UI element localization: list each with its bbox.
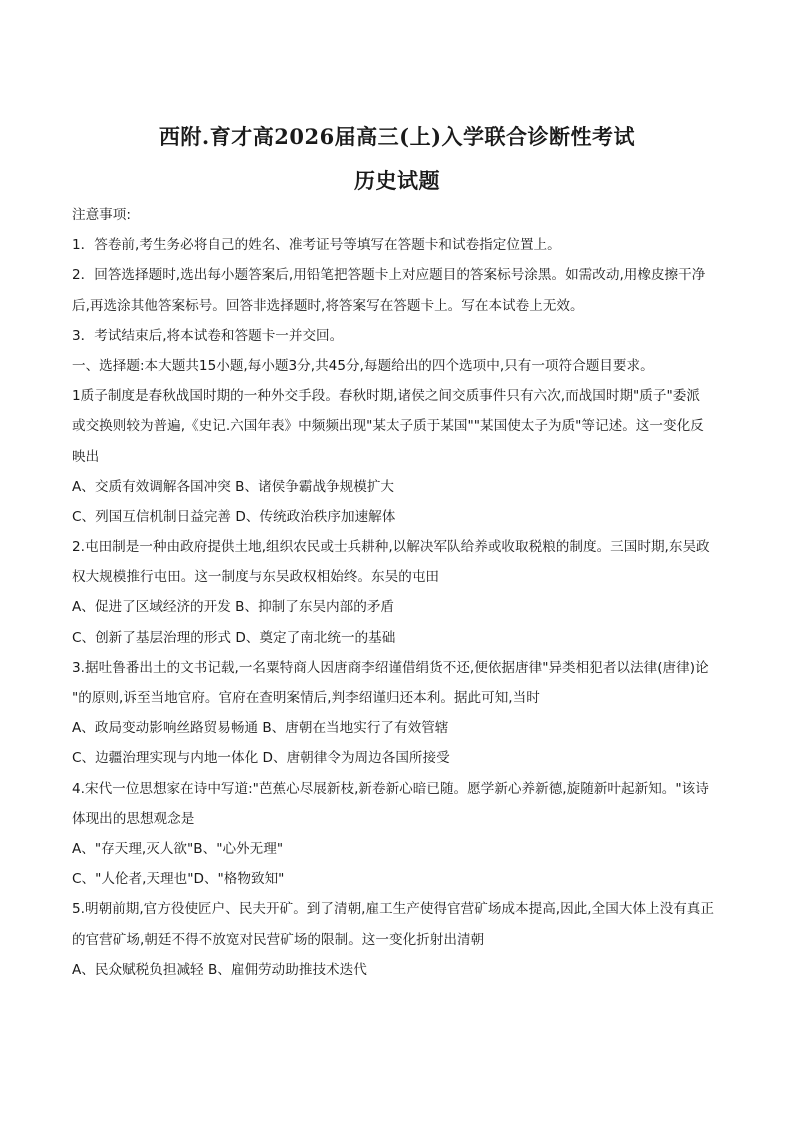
question-text: 3.据吐鲁番出土的文书记载,一名粟特商人因唐商李绍谨借绢货不还,便依据唐律"异类相犯者以法律(唐律)论: [72, 659, 709, 676]
answer-options: C、创新了基层治理的形式 D、奠定了南北统一的基础: [72, 629, 396, 646]
answer-options: A、交质有效调解各国冲突 B、诸侯争霸战争规模扩大: [72, 478, 395, 495]
notice-item: 1．答卷前,考生务必将自己的姓名、准考证号等填写在答题卡和试卷指定位置上。: [72, 237, 561, 254]
answer-options: A、促进了区域经济的开发 B、抑制了东吴内部的矛盾: [72, 599, 395, 616]
question-text: 2.屯田制是一种由政府提供土地,组织农民或士兵耕种,以解决军队给养或收取税粮的制度。三国时期,东吴政: [72, 539, 710, 556]
answer-options: C、列国互信机制日益完善 D、传统政治秩序加速解体: [72, 508, 396, 525]
answer-options: C、边疆治理实现与内地一体化 D、唐朝律令为周边各国所接受: [72, 750, 450, 767]
question-text: 权大规模推行屯田。这一制度与东吴政权相始终。东吴的屯田: [72, 569, 440, 586]
question-text: 5.明朝前期,官方役使匠户、民夫开矿。到了清朝,雇工生产使得官营矿场成本提高,因此,全国大体上没有真正: [72, 901, 714, 918]
question-text: 或交换则较为普遍,《史记.六国年表》中频频出现"某太子质于某国""某国使太子为质"等记述。这一变化反: [72, 418, 704, 435]
question-text: 体现出的思想观念是: [72, 810, 195, 827]
question-text: "的原则,诉至当地官府。官府在查明案情后,判李绍谨归还本利。据此可知,当时: [72, 690, 540, 706]
notice-item: 3．考试结束后,将本试卷和答题卡一并交回。: [72, 327, 344, 344]
notice-item-continued: 后,再选涂其他答案标号。回答非选择题时,将答案写在答题卡上。写在本试卷上无效。: [72, 297, 584, 314]
exam-body: [72, 206, 722, 991]
answer-options: A、民众赋税负担减轻 B、雇佣劳动助推技术迭代: [72, 961, 367, 978]
notice-heading: 注意事项:: [72, 207, 131, 223]
exam-title: 西附.育才高2026届高三(上)入学联合诊断性考试: [158, 124, 636, 149]
question-text: 1质子制度是春秋战国时期的一种外交手段。春秋时期,诸侯之间交质事件只有六次,而战国时期"质子"委派: [72, 388, 700, 405]
exam-subtitle: 历史试题: [354, 168, 440, 193]
answer-options: C、"人伦者,天理也"D、"格物致知": [72, 871, 285, 888]
answer-options: A、"存天理,灭人欲"B、"心外无理": [72, 840, 284, 857]
question-text: 映出: [72, 448, 100, 465]
question-text: 的官营矿场,朝廷不得不放宽对民营矿场的限制。这一变化折射出清朝: [72, 931, 485, 948]
question-text: 4.宋代一位思想家在诗中写道:"芭蕉心尽展新枝,新卷新心暗已随。愿学新心养新德,旋随新叶起新知。"该诗: [72, 780, 709, 797]
answer-options: A、政局变动影响丝路贸易畅通 B、唐朝在当地实行了有效管辖: [72, 720, 449, 737]
section-heading: 一、选择题:本大题共15小题,每小题3分,共45分,每题给出的四个选项中,只有一项符合题目要求。: [72, 357, 654, 374]
notice-item: 2．回答选择题时,选出每小题答案后,用铅笔把答题卡上对应题目的答案标号涂黑。如需改动,用橡皮擦干净: [72, 267, 706, 284]
